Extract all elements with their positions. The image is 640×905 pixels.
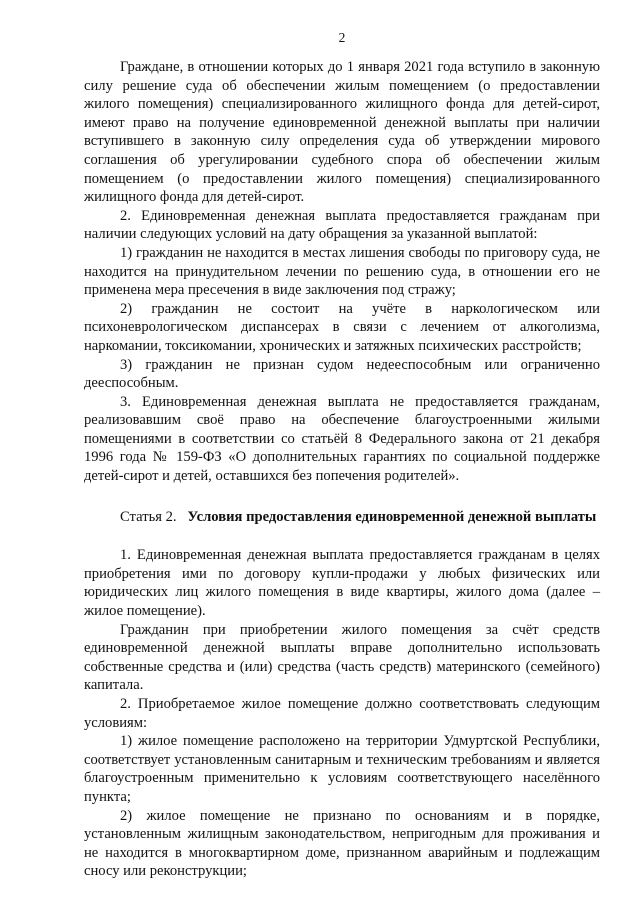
- paragraph-requirement-1: 1) жилое помещение расположено на территории Удмуртской Республики, соответствует установленным санитарным и техническим требованиям и является благоустроенным применительно к условиям соответствующего населённого пункта;: [84, 733, 600, 805]
- paragraph-condition-1: 1) гражданин не находится в местах лишения свободы по приговору суда, не находится на принудительном лечении по решению суда, в отношении его не применена мера пресечения в виде заключения под стражу;: [84, 244, 600, 299]
- article-number: Статья 2.: [120, 508, 177, 525]
- page-number: 2: [338, 30, 346, 45]
- spacer: [84, 526, 600, 546]
- paragraph-not-provided: 3. Единовременная денежная выплата не предоставляется гражданам, реализовавшим своё право на обеспечение благоустроенными жилыми помещениями в соответствии со статьёй 8 Федерального закона от 21 декабря 1996 года № 159-ФЗ «О дополнительных гарантиях по социальной поддержке детей-сирот и детей, оставшихся без попечения родителей».: [84, 393, 600, 485]
- paragraph-housing-requirements: 2. Приобретаемое жилое помещение должно соответствовать следующим условиям:: [84, 696, 600, 731]
- paragraph-requirement-2: 2) жилое помещение не признано по основаниям и в порядке, установленным жилищным законодательством, непригодным для проживания и не находится в многоквартирном доме, признанном аварийным и подлежащим сносу или реконструкции;: [84, 807, 600, 880]
- paragraph-own-funds: Гражданин при приобретении жилого помещения за счёт средств единовременной денежной выплаты вправе дополнительно использовать собственные средства и (или) средства (часть средств) материнского (семейного) капитала.: [84, 621, 600, 694]
- paragraph-conditions-intro: 2. Единовременная денежная выплата предоставляется гражданам при наличии следующих условий на дату обращения за указанной выплатой:: [84, 207, 600, 243]
- paragraph-condition-3: 3) гражданин не признан судом недееспособным или ограниченно дееспособным.: [84, 356, 600, 392]
- paragraph-condition-2: 2) гражданин не состоит на учёте в наркологическом или психоневрологическом диспансерах в связи с лечением от алкоголизма, наркомании, токсикомании, хронических и затяжных психических расстройств;: [84, 300, 600, 354]
- document-body: [84, 58, 600, 881]
- paragraph-court-settlement: Граждане, в отношении которых до 1 января 2021 года вступило в законную силу решение суда об обеспечении жилым помещением (о предоставлении жилого помещения) специализированного жилищного фонда для детей-сирот, имеют право на получение единовременной денежной выплаты при наличии вступившего в законную силу определения суда об утверждении мирового соглашения об урегулировании судебного спора об обеспечении жилым помещением (о предоставлении жилого помещения) специализированного жилищного фонда для детей-сирот.: [84, 59, 600, 206]
- spacer: [84, 486, 600, 508]
- paragraph-purpose: 1. Единовременная денежная выплата предоставляется гражданам в целях приобретения ими по договору купли-продажи у любых физических или юридических лиц жилого помещения в виде квартиры, жилого дома (далее – жилое помещение).: [84, 547, 600, 620]
- article-heading: [84, 508, 600, 527]
- article-title: Условия предоставления единовременной денежной выплаты: [187, 508, 597, 525]
